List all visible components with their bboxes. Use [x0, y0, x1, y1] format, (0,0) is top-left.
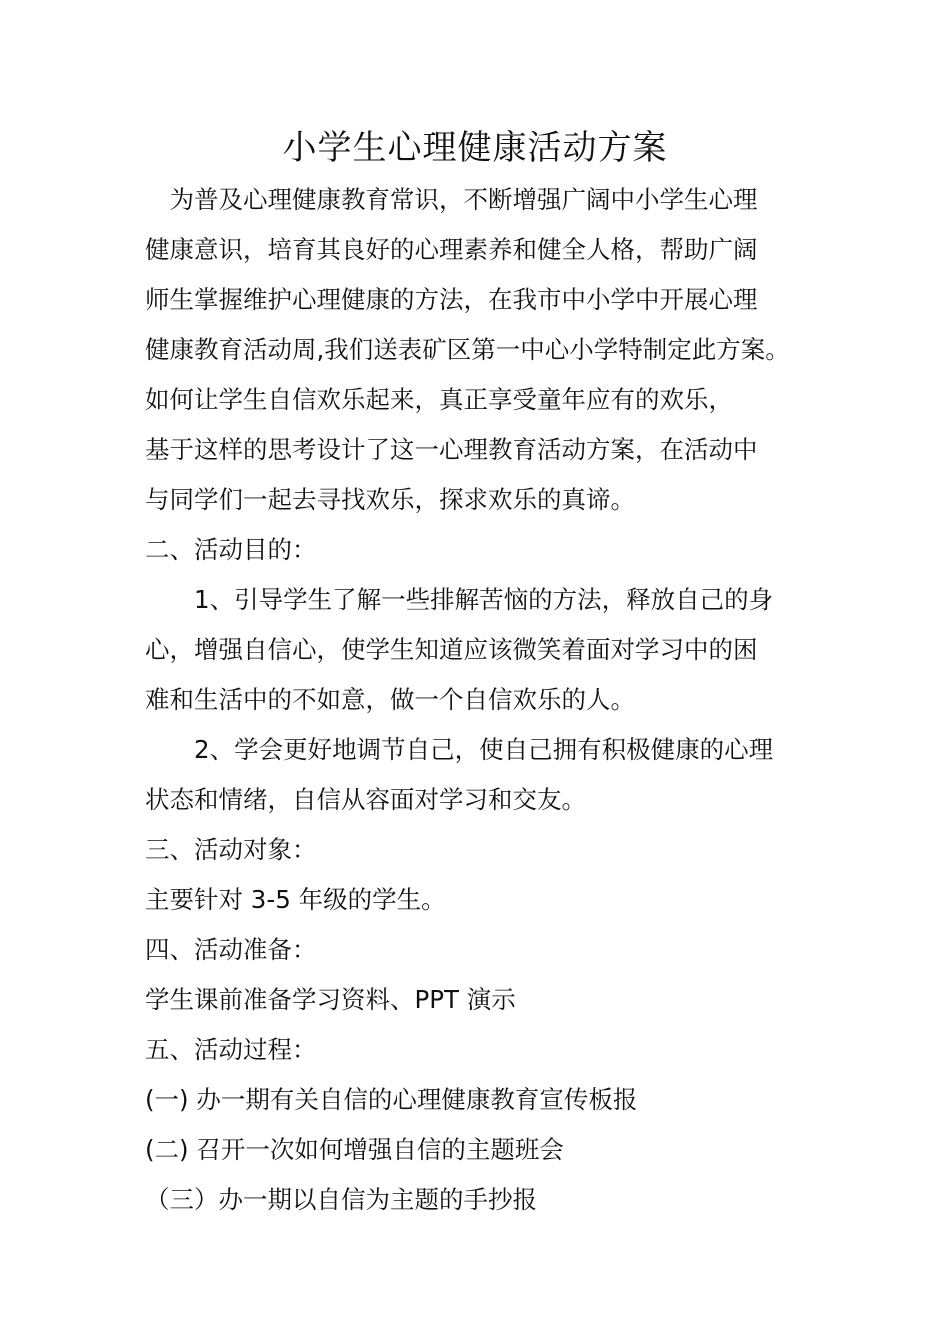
section-heading: 二、活动目的： — [145, 535, 317, 564]
paragraph-line: 难和生活中的不如意，做一个自信欢乐的人。 — [145, 685, 635, 714]
paragraph-line: 主要针对 3-5 年级的学生。 — [145, 885, 446, 914]
paragraph-line: 如何让学生自信欢乐起来，真正享受童年应有的欢乐， — [145, 385, 733, 414]
paragraph-line: 1、引导学生了解一些排解苦恼的方法，释放自己的身 — [145, 585, 774, 614]
paragraph-line: 为普及心理健康教育常识，不断增强广阔中小学生心理 — [145, 185, 758, 214]
section-heading: 五、活动过程： — [145, 1035, 317, 1064]
section-heading: 四、活动准备： — [145, 935, 317, 964]
paragraph-line: 基于这样的思考设计了这一心理教育活动方案，在活动中 — [145, 435, 758, 464]
paragraph-line: 心，增强自信心，使学生知道应该微笑着面对学习中的困 — [145, 635, 758, 664]
document-title: 小学生心理健康活动方案 — [282, 128, 668, 168]
section-heading: 三、活动对象： — [145, 835, 317, 864]
list-item: （三）办一期以自信为主题的手抄报 — [145, 1185, 537, 1214]
paragraph-line: 健康意识，培育其良好的心理素养和健全人格，帮助广阔 — [145, 235, 758, 264]
paragraph-line: 状态和情绪，自信从容面对学习和交友。 — [145, 785, 586, 814]
paragraph-line: 学生课前准备学习资料、PPT 演示 — [145, 985, 516, 1014]
paragraph-line: 师生掌握维护心理健康的方法，在我市中小学中开展心理 — [145, 285, 758, 314]
paragraph-line: 健康教育活动周,我们送表矿区第一中心小学特制定此方案。 — [145, 335, 790, 364]
paragraph-line: 与同学们一起去寻找欢乐，探求欢乐的真谛。 — [145, 485, 635, 514]
paragraph-line: 2、学会更好地调节自己，使自己拥有积极健康的心理 — [145, 735, 774, 764]
list-item: (一) 办一期有关自信的心理健康教育宣传板报 — [145, 1085, 638, 1114]
list-item: (二) 召开一次如何增强自信的主题班会 — [145, 1135, 564, 1164]
